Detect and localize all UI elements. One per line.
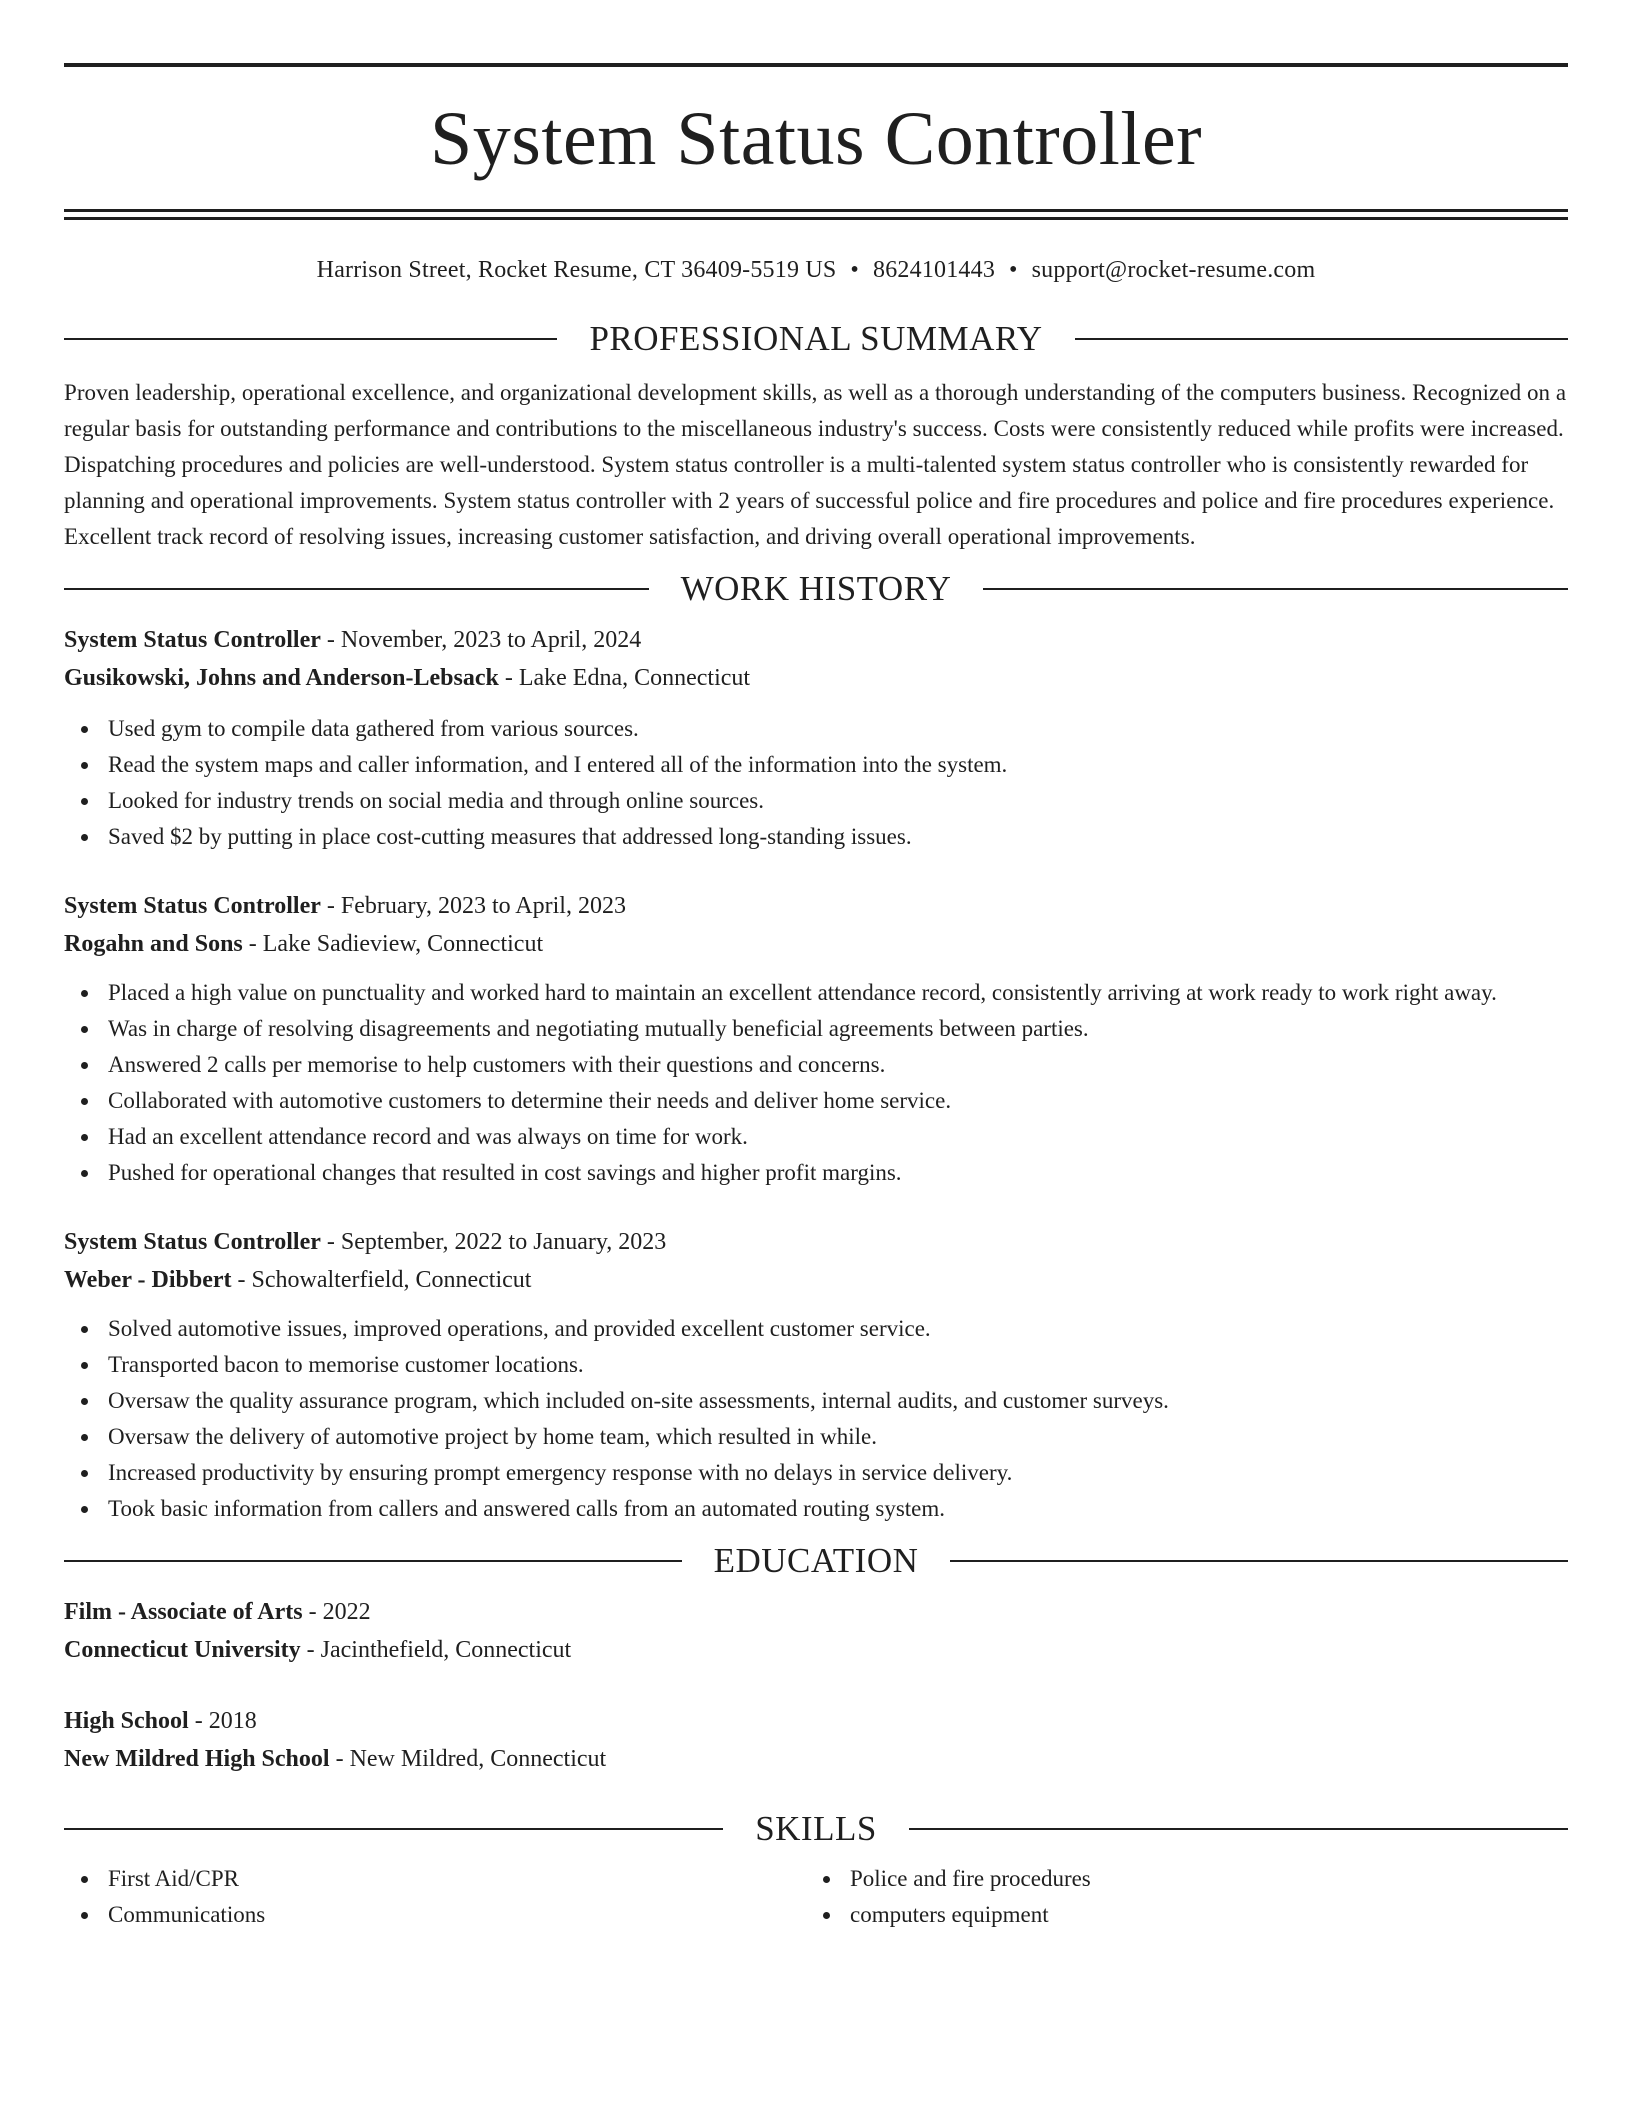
education-degree: Film - Associate of Arts <box>64 1599 303 1625</box>
list-item: Read the system maps and caller information, and I entered all of the information into the system. <box>64 747 1568 783</box>
education-degree-line <box>64 1593 1568 1631</box>
section-rule <box>64 338 557 340</box>
skills-list-right <box>806 1861 1548 1933</box>
section-rule <box>983 588 1568 590</box>
list-item: Saved $2 by putting in place cost-cutting measures that addressed long-standing issues. <box>64 819 1568 855</box>
section-header-education <box>64 1541 1568 1581</box>
list-item: Took basic information from callers and answered calls from an automated routing system. <box>64 1491 1568 1527</box>
skill-item: First Aid/CPR <box>64 1861 806 1897</box>
list-item: Solved automotive issues, improved operations, and provided excellent customer service. <box>64 1311 1568 1347</box>
job-title: System Status Controller <box>64 627 321 653</box>
section-header-work <box>64 569 1568 609</box>
education-entry <box>64 1593 1568 1669</box>
job-company: Gusikowski, Johns and Anderson-Lebsack <box>64 665 499 691</box>
list-item: Was in charge of resolving disagreements and negotiating mutually beneficial agreements between parties. <box>64 1011 1568 1047</box>
section-rule <box>950 1560 1568 1562</box>
header-double-rule <box>64 209 1568 220</box>
list-item: Collaborated with automotive customers to determine their needs and deliver home service. <box>64 1083 1568 1119</box>
job-company: Rogahn and Sons <box>64 931 243 957</box>
contact-phone: 8624101443 <box>873 257 996 283</box>
contact-line <box>64 257 1568 287</box>
list-item: Looked for industry trends on social media and through online sources. <box>64 783 1568 819</box>
education-location: - New Mildred, Connecticut <box>329 1746 607 1772</box>
job-dates: - September, 2022 to January, 2023 <box>320 1229 667 1255</box>
education-degree: High School <box>64 1708 189 1734</box>
education-location: - Jacinthefield, Connecticut <box>300 1637 572 1663</box>
resume-name: System Status Controller <box>430 97 1202 181</box>
section-rule <box>64 1828 723 1830</box>
list-item: Placed a high value on punctuality and worked hard to maintain an excellent attendance record, consistently arriving at work ready to work right away. <box>64 975 1568 1011</box>
job-location: - Schowalterfield, Connecticut <box>231 1267 532 1293</box>
section-rule <box>1075 338 1568 340</box>
section-title: EDUCATION <box>713 1541 919 1580</box>
job-title: System Status Controller <box>64 893 321 919</box>
list-item: Oversaw the quality assurance program, which included on-site assessments, internal audits, and customer surveys. <box>64 1383 1568 1419</box>
skills-columns <box>64 1861 1568 1933</box>
skill-item: Communications <box>64 1897 806 1933</box>
job-company: Weber - Dibbert <box>64 1267 232 1293</box>
section-rule <box>64 588 649 590</box>
education-school: Connecticut University <box>64 1637 301 1663</box>
job-bullets <box>64 975 1568 1191</box>
job-title-line <box>64 1223 1568 1261</box>
job-entry <box>64 887 1568 1191</box>
list-item: Answered 2 calls per memorise to help customers with their questions and concerns. <box>64 1047 1568 1083</box>
section-header-skills <box>64 1809 1568 1849</box>
section-title: SKILLS <box>755 1809 877 1848</box>
list-item: Oversaw the delivery of automotive project by home team, which resulted in while. <box>64 1419 1568 1455</box>
job-entry <box>64 621 1568 855</box>
job-title-line <box>64 887 1568 925</box>
job-entry <box>64 1223 1568 1527</box>
section-rule <box>909 1828 1568 1830</box>
list-item: Used gym to compile data gathered from various sources. <box>64 711 1568 747</box>
skills-list-left <box>64 1861 806 1933</box>
job-title: System Status Controller <box>64 1229 321 1255</box>
section-header-summary <box>64 319 1568 359</box>
education-school-line <box>64 1740 1568 1778</box>
job-company-line <box>64 925 1568 963</box>
education-entry <box>64 1702 1568 1778</box>
job-dates: - February, 2023 to April, 2023 <box>320 893 626 919</box>
section-rule <box>64 1560 682 1562</box>
section-title: WORK HISTORY <box>680 569 952 608</box>
header-top-rule <box>64 63 1568 67</box>
contact-separator: • <box>1009 257 1018 283</box>
list-item: Had an excellent attendance record and was always on time for work. <box>64 1119 1568 1155</box>
education-school-line <box>64 1631 1568 1669</box>
education-degree-line <box>64 1702 1568 1740</box>
job-company-line <box>64 659 1568 697</box>
section-title: PROFESSIONAL SUMMARY <box>589 319 1043 358</box>
contact-separator: • <box>850 257 860 283</box>
job-location: - Lake Edna, Connecticut <box>498 665 751 691</box>
skill-item: computers equipment <box>806 1897 1548 1933</box>
resume-page <box>64 0 1568 1933</box>
job-company-line <box>64 1261 1568 1299</box>
skill-item: Police and fire procedures <box>806 1861 1548 1897</box>
education-year: - 2022 <box>302 1599 371 1625</box>
contact-address: Harrison Street, Rocket Resume, CT 36409-5519 US <box>316 257 837 283</box>
list-item: Transported bacon to memorise customer locations. <box>64 1347 1568 1383</box>
job-bullets <box>64 1311 1568 1527</box>
list-item: Pushed for operational changes that resulted in cost savings and higher profit margins. <box>64 1155 1568 1191</box>
job-bullets <box>64 711 1568 855</box>
list-item: Increased productivity by ensuring prompt emergency response with no delays in service delivery. <box>64 1455 1568 1491</box>
summary-text: Proven leadership, operational excellence, and organizational development skills, as well as a thorough understanding of the computers business. Recognized on a regular basis for outstanding performance and contributions to the miscellaneous industry's success. Costs were consistently reduced while profits were increased. Dispatching procedures and policies are well-understood. System status controller is a multi-talented system status controller who is consistently rewarded for planning and operational improvements. System status controller with 2 years of successful police and fire procedures and police and fire procedures experience. Excellent track record of resolving issues, increasing customer satisfaction, and driving overall operational improvements. <box>64 380 1567 549</box>
contact-email: support@rocket-resume.com <box>1031 257 1316 283</box>
education-year: - 2018 <box>188 1708 257 1734</box>
job-dates: - November, 2023 to April, 2024 <box>320 627 642 653</box>
job-title-line <box>64 621 1568 659</box>
job-location: - Lake Sadieview, Connecticut <box>242 931 544 957</box>
education-school: New Mildred High School <box>64 1746 330 1772</box>
